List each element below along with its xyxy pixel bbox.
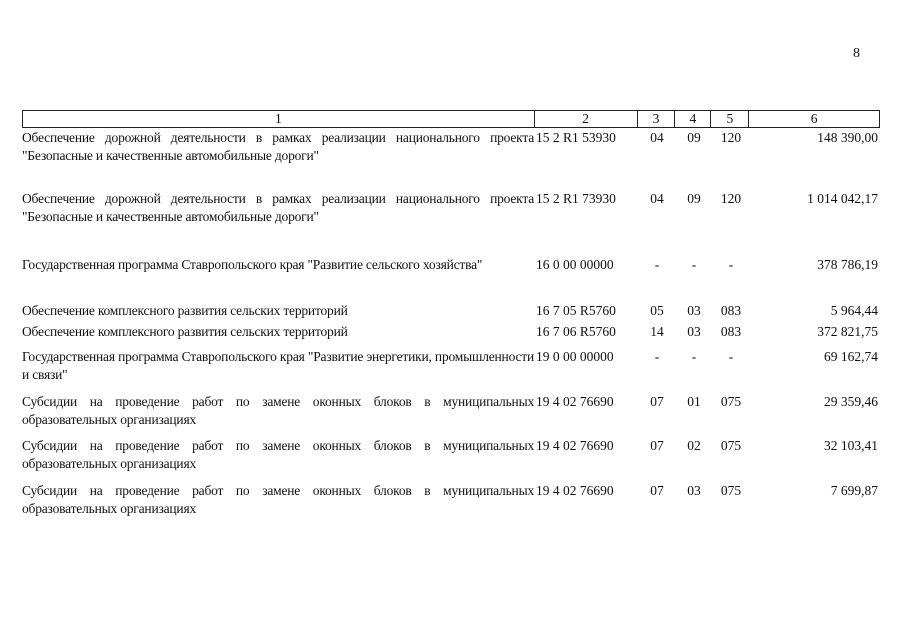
row-subsection: - [691, 349, 697, 364]
row-subsection: 09 [687, 191, 701, 206]
row-amount: 372 821,75 [817, 324, 878, 339]
row-amount: 1 014 042,17 [807, 191, 878, 206]
header-col-4: 4 [675, 111, 711, 127]
table-row [22, 482, 882, 518]
row-expense-type: 120 [720, 130, 742, 145]
row-name: Обеспечение дорожной деятельности в рамках реализации национального проекта "Безопасные и качественные автомобильные дороги" [22, 191, 534, 224]
row-name: Обеспечение комплексного развития сельских территорий [22, 303, 348, 318]
row-name: Обеспечение дорожной деятельности в рамках реализации национального проекта "Безопасные и качественные автомобильные дороги" [22, 130, 534, 163]
row-section: - [654, 257, 660, 272]
row-target-code: 19 4 02 76690 [536, 438, 614, 453]
row-subsection: 03 [687, 483, 701, 498]
row-expense-type: 075 [720, 438, 742, 453]
table-row [22, 348, 882, 384]
table-header [22, 110, 880, 128]
row-target-code: 16 0 00 00000 [536, 257, 614, 272]
row-target-code: 16 7 05 R5760 [536, 303, 616, 318]
table-row [22, 256, 882, 274]
header-col-1: 1 [23, 111, 535, 127]
row-target-code: 19 0 00 00000 [536, 349, 614, 364]
row-subsection: 03 [687, 303, 701, 318]
row-name: Субсидии на проведение работ по замене оконных блоков в муниципальных образовательных организациях [22, 438, 534, 471]
row-name: Государственная программа Ставропольского края "Развитие энергетики, промышленности и связи" [22, 349, 534, 382]
table-row [22, 190, 882, 226]
row-section: - [654, 349, 660, 364]
header-col-3: 3 [638, 111, 676, 127]
row-amount: 32 103,41 [824, 438, 878, 453]
row-expense-type: 075 [720, 483, 742, 498]
row-subsection: 01 [687, 394, 701, 409]
row-section: 14 [650, 324, 664, 339]
row-expense-type: - [728, 349, 734, 364]
row-amount: 148 390,00 [817, 130, 878, 145]
header-col-5: 5 [711, 111, 749, 127]
row-section: 04 [650, 130, 664, 145]
row-section: 07 [650, 394, 664, 409]
row-name: Обеспечение комплексного развития сельских территорий [22, 324, 348, 339]
row-amount: 7 699,87 [830, 483, 878, 498]
table-row [22, 323, 882, 341]
table-row [22, 393, 882, 429]
row-amount: 378 786,19 [817, 257, 878, 272]
row-expense-type: 075 [720, 394, 742, 409]
table-row [22, 302, 882, 320]
row-name: Государственная программа Ставропольского края "Развитие сельского хозяйства" [22, 257, 483, 272]
header-col-6: 6 [810, 111, 818, 126]
row-amount: 69 162,74 [824, 349, 878, 364]
row-subsection: 02 [687, 438, 701, 453]
table-row [22, 129, 882, 165]
row-section: 07 [650, 438, 664, 453]
header-col-2: 2 [535, 111, 638, 127]
row-target-code: 19 4 02 76690 [536, 394, 614, 409]
row-expense-type: 120 [720, 191, 742, 206]
row-section: 05 [650, 303, 664, 318]
row-name: Субсидии на проведение работ по замене оконных блоков в муниципальных образовательных организациях [22, 394, 534, 427]
page-number: 8 [853, 46, 860, 61]
row-name: Субсидии на проведение работ по замене оконных блоков в муниципальных образовательных организациях [22, 483, 534, 516]
row-expense-type: 083 [720, 324, 742, 339]
row-target-code: 15 2 R1 73930 [536, 191, 616, 206]
row-expense-type: 083 [720, 303, 742, 318]
row-section: 04 [650, 191, 664, 206]
row-subsection: 03 [687, 324, 701, 339]
row-section: 07 [650, 483, 664, 498]
row-expense-type: - [728, 257, 734, 272]
table-row [22, 437, 882, 473]
row-subsection: - [691, 257, 697, 272]
row-target-code: 15 2 R1 53930 [536, 130, 616, 145]
row-amount: 29 359,46 [824, 394, 878, 409]
row-amount: 5 964,44 [830, 303, 878, 318]
row-target-code: 16 7 06 R5760 [536, 324, 616, 339]
row-target-code: 19 4 02 76690 [536, 483, 614, 498]
row-subsection: 09 [687, 130, 701, 145]
